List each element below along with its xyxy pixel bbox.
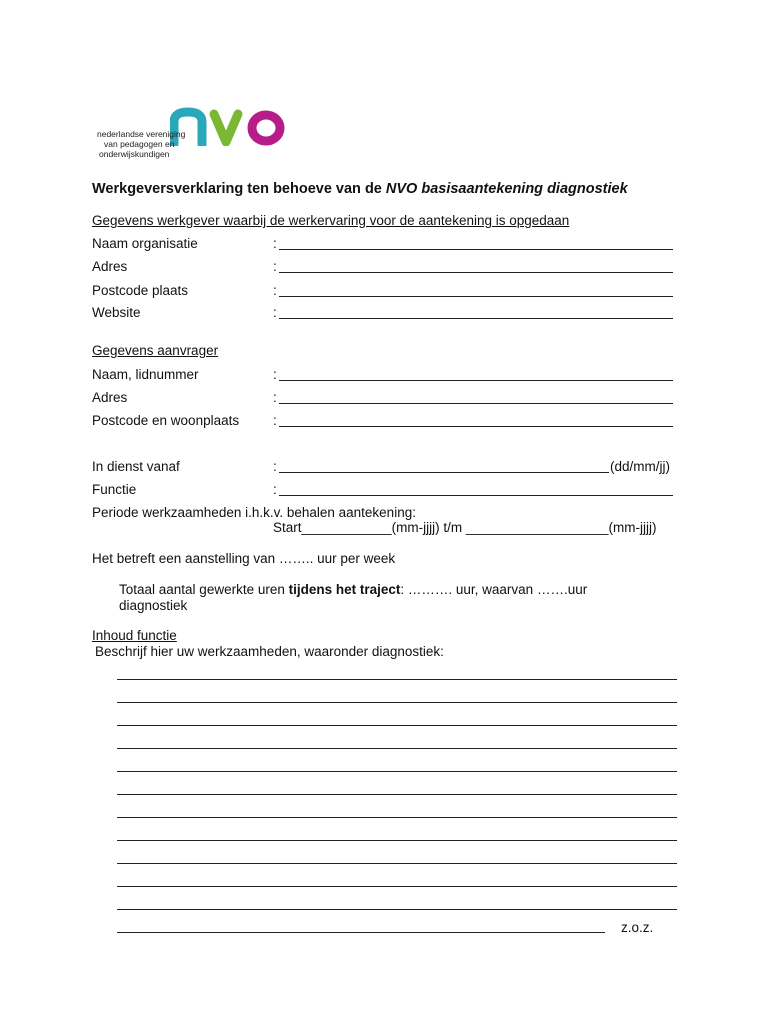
colon: : [273,236,277,251]
field-label-applicant-postcode: Postcode en woonplaats [92,413,240,428]
applicant-address-input-line[interactable] [279,403,673,404]
field-label-applicant-address: Adres [92,390,128,405]
nvo-logo-mark [170,104,290,146]
website-input-line[interactable] [279,318,673,319]
colon: : [273,459,277,474]
employer-heading: Gegevens werkgever waarbij de werkervaring voor de aantekening is opgedaan [92,213,570,228]
total-hours-bold: tijdens het traject [288,582,401,597]
colon: : [273,367,277,382]
colon: : [273,259,277,274]
field-label-name: Naam, lidnummer [92,367,199,382]
logo-tagline-3: onderwijskundigen [99,149,170,159]
colon: : [273,413,277,428]
title-italic: NVO basisaantekening diagnostiek [385,181,628,197]
hours-per-week[interactable]: Het betreft een aanstelling van …….. uur per week [92,551,396,566]
field-label-website: Website [92,305,141,320]
employer-postcode-input-line[interactable] [279,296,673,297]
colon: : [273,482,277,497]
description-line[interactable] [117,932,605,933]
description-line[interactable] [117,909,677,910]
logo-tagline-1: nederlandse vereniging [97,129,186,139]
colon: : [273,305,277,320]
period-start-end-line[interactable]: Start____________(mm-jjjj) t/m ___________________(mm-jjjj) [273,520,657,535]
description-line[interactable] [117,725,677,726]
field-label-function: Functie [92,482,137,497]
description-line[interactable] [117,886,677,887]
logo-tagline-2: van pedagogen en [104,139,175,149]
description-line[interactable] [117,840,677,841]
total-hours-suffix: : ………. uur, waarvan …….uur [400,582,588,597]
description-line[interactable] [117,817,677,818]
applicant-heading: Gegevens aanvrager [92,343,219,358]
page-title [92,181,628,197]
description-line[interactable] [117,702,677,703]
content-instruction: Beschrijf hier uw werkzaamheden, waaronder diagnostiek: [95,644,444,659]
total-hours-prefix: Totaal aantal gewerkte uren [119,582,289,597]
total-hours-line[interactable] [119,582,587,597]
field-label-employer-postcode: Postcode plaats [92,283,189,298]
field-label-organisation: Naam organisatie [92,236,198,251]
colon: : [273,283,277,298]
field-label-employer-address: Adres [92,259,128,274]
applicant-postcode-input-line[interactable] [279,426,673,427]
page-turn-note: z.o.z. [621,920,654,935]
description-line[interactable] [117,794,677,795]
description-line[interactable] [117,771,677,772]
description-line[interactable] [117,679,677,680]
colon: : [273,390,277,405]
period-label: Periode werkzaamheden i.h.k.v. behalen aantekening: [92,505,416,520]
since-input-line[interactable] [279,472,609,473]
title-prefix: Werkgeversverklaring ten behoeve van de [92,181,386,197]
date-format-hint: (dd/mm/jj) [610,459,670,474]
description-line[interactable] [117,748,677,749]
total-hours-line-2: diagnostiek [119,598,188,613]
content-heading: Inhoud functie [92,628,177,643]
organisation-input-line[interactable] [279,249,673,250]
function-input-line[interactable] [279,495,673,496]
description-line[interactable] [117,863,677,864]
employer-address-input-line[interactable] [279,272,673,273]
name-input-line[interactable] [279,380,673,381]
field-label-since: In dienst vanaf [92,459,180,474]
